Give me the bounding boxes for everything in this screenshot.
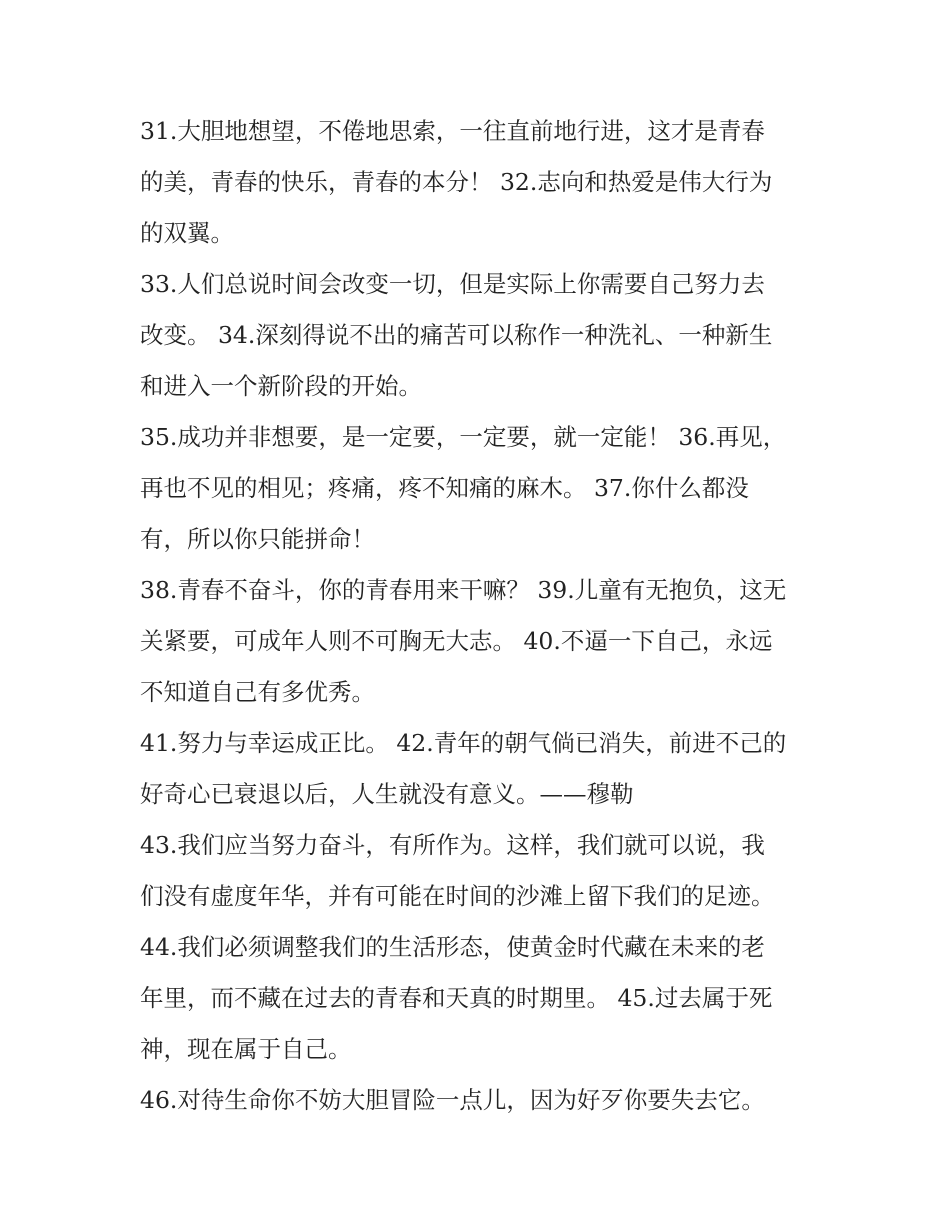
text-line: 46.对待生命你不妨大胆冒险一点儿，因为好歹你要失去它。: [140, 1086, 765, 1114]
text-line: 年里，而不藏在过去的青春和天真的时期里。 45.过去属于死: [140, 984, 773, 1012]
text-line: 35.成功并非想要，是一定要，一定要，就一定能！ 36.再见，: [140, 423, 787, 451]
text-line: 的双翼。: [140, 219, 234, 247]
text-line: 改变。 34.深刻得说不出的痛苦可以称作一种洗礼、一种新生: [140, 321, 773, 349]
text-line: 41.努力与幸运成正比。 42.青年的朝气倘已消失，前进不己的: [140, 729, 787, 757]
text-line: 31.大胆地想望，不倦地思索，一往直前地行进，这才是青春: [140, 117, 765, 145]
text-line: 38.青春不奋斗，你的青春用来干嘛？ 39.儿童有无抱负，这无: [140, 576, 787, 604]
text-line: 们没有虚度年华，并有可能在时间的沙滩上留下我们的足迹。: [140, 882, 775, 910]
text-line: 43.我们应当努力奋斗，有所作为。这样，我们就可以说，我: [140, 831, 765, 859]
text-line: 神，现在属于自己。: [140, 1035, 352, 1063]
text-line: 44.我们必须调整我们的生活形态，使黄金时代藏在未来的老: [140, 933, 765, 961]
text-line: 和进入一个新阶段的开始。: [140, 372, 422, 400]
text-line: 有，所以你只能拼命！: [140, 525, 375, 553]
text-line: 的美，青春的快乐，青春的本分！ 32.志向和热爱是伟大行为: [140, 168, 773, 196]
text-line: 关紧要，可成年人则不可胸无大志。 40.不逼一下自己，永远: [140, 627, 773, 655]
text-line: 好奇心已衰退以后，人生就没有意义。——穆勒: [140, 780, 634, 808]
document-body: [140, 106, 812, 1126]
text-line: 再也不见的相见；疼痛，疼不知痛的麻木。 37.你什么都没: [140, 474, 749, 502]
text-line: 不知道自己有多优秀。: [140, 678, 375, 706]
text-line: 33.人们总说时间会改变一切，但是实际上你需要自己努力去: [140, 270, 765, 298]
